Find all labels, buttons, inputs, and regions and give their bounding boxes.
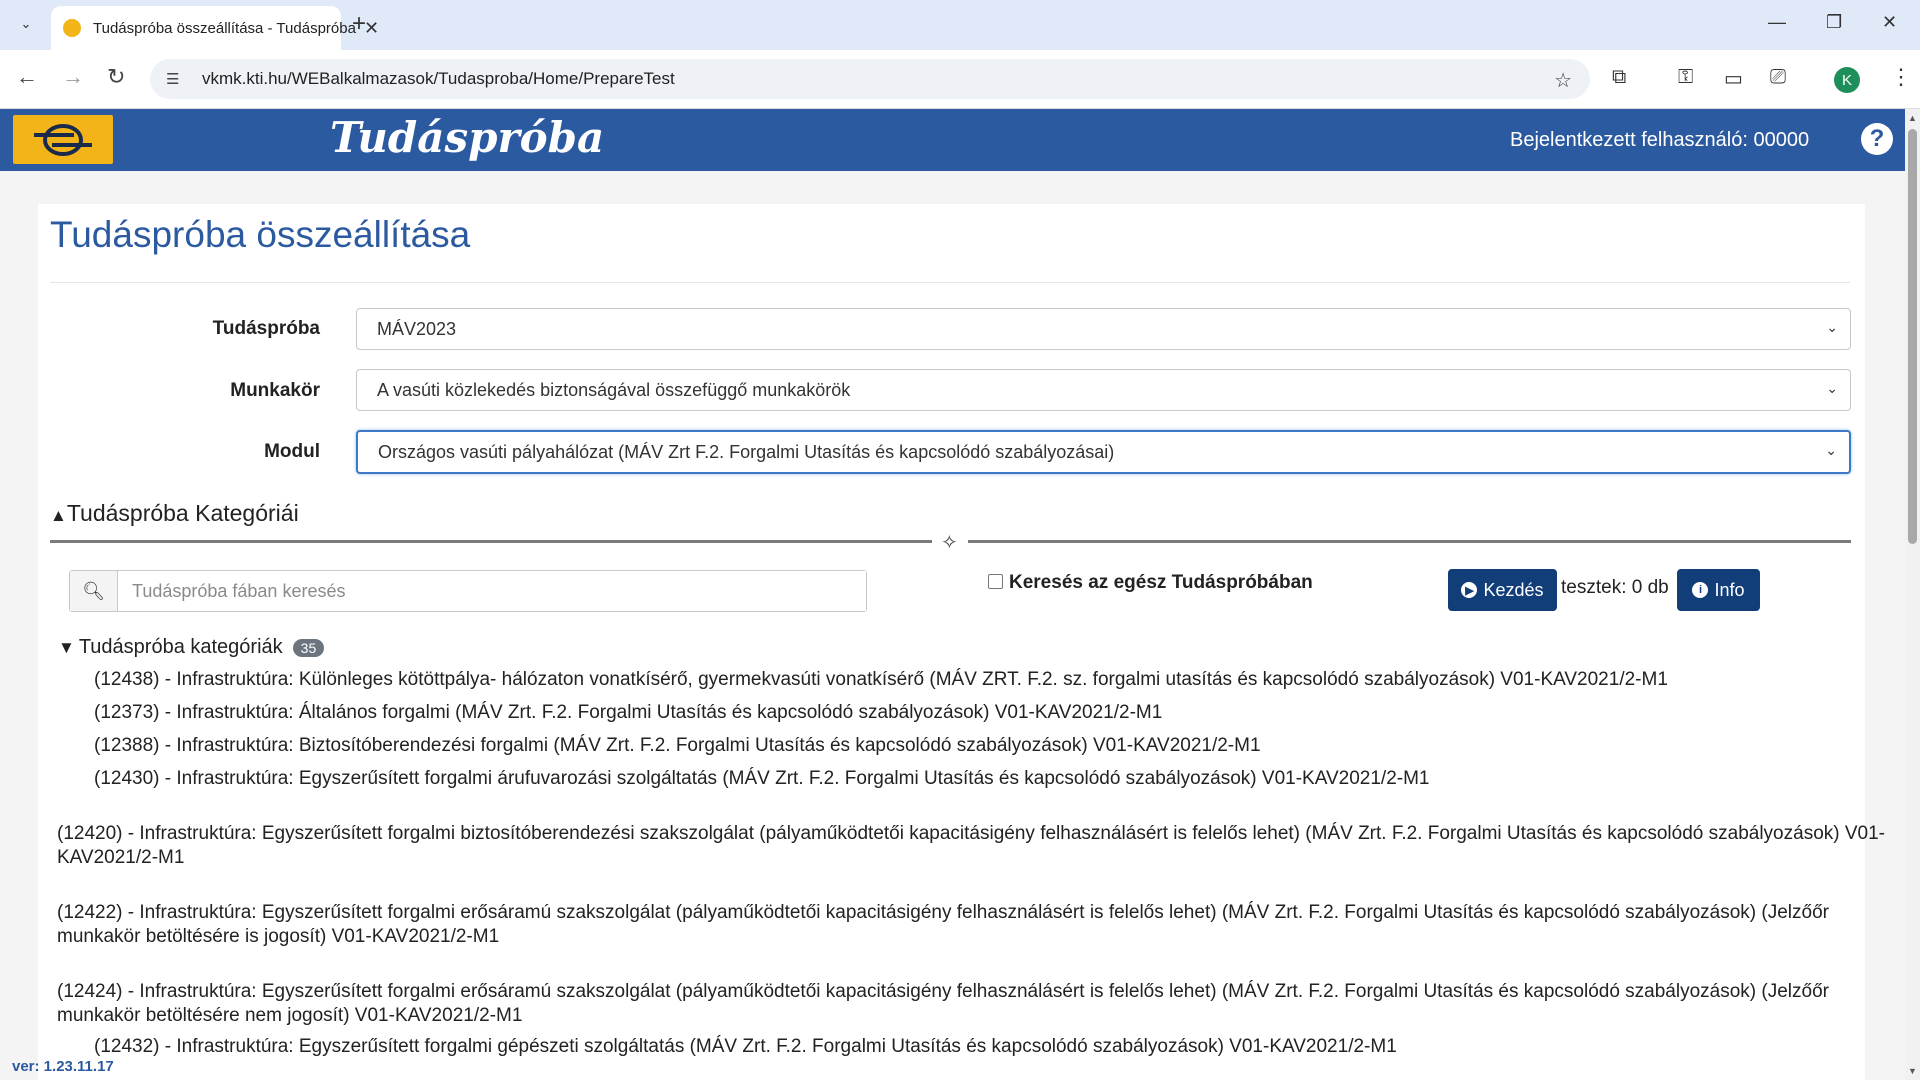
categories-title: Tudáspróba Kategóriái [66,500,299,526]
info-icon: i [1692,582,1708,598]
scrollbar-thumb[interactable] [1908,129,1917,544]
tree-item[interactable]: (12420) - Infrastruktúra: Egyszerűsített forgalmi biztosítóberendezési szakszolgálat (pályaműködtetői kapacitásigény felhasználásért is felelős lehet) (MÁV Zrt. F.2. Forgalmi Utasítás és kapcsolódó szabályozások) V01-KAV2021/2-M1 [57,823,1885,868]
play-icon: ▶ [1461,582,1477,598]
reload-icon[interactable]: ↻ [107,64,126,89]
scroll-down-icon[interactable]: ▼ [1908,1066,1917,1076]
scroll-up-icon[interactable]: ▲ [1908,113,1917,123]
info-button[interactable] [1677,569,1760,611]
password-key-icon[interactable]: ⚿ [1678,66,1694,88]
tests-count: tesztek: 0 db [1561,577,1669,598]
browser-menu-icon[interactable]: ⋮ [1890,64,1912,89]
new-tab-button[interactable]: + [352,10,367,37]
tree-item[interactable]: (12422) - Infrastruktúra: Egyszerűsített forgalmi erősáramú szakszolgálat (pályaműködtetői kapacitásigény felhasználásért is felelős lehet) (MÁV Zrt. F.2. Forgalmi Utasítás és kapcsolódó szabályozások) (Jelzőőr munkakör betöltésére is jogosít) V01-KAV2021/2-M1 [57,902,1829,947]
browser-tab[interactable] [51,6,380,50]
browser-toolbar [0,50,1920,109]
url-text: vkmk.kti.hu/WEBalkalmazasok/Tudasproba/Home/PrepareTest [202,69,675,88]
splitter-handle-icon[interactable]: ✧ [941,532,958,554]
munkakor-select[interactable] [356,369,1851,411]
tree-search [69,570,867,612]
app-title: Tudáspróba [330,113,605,162]
tudasproba-value: MÁV2023 [377,318,457,339]
title-divider [50,282,1850,283]
tree-root-label: Tudáspróba kategóriák [78,636,283,658]
modul-label: Modul [264,441,320,462]
help-icon[interactable]: ? [1861,123,1893,155]
tree-item[interactable]: (12373) - Infrastruktúra: Általános forgalmi (MÁV Zrt. F.2. Forgalmi Utasítás és kapcsolódó szabályozások) V01-KAV2021/2-M1 [94,702,1163,723]
bookmark-star-icon[interactable]: ☆ [1554,70,1572,92]
munkakor-value: A vasúti közlekedés biztonságával összefüggő munkakörök [377,379,851,400]
search-whole-label[interactable]: Keresés az egész Tudáspróbában [1009,572,1313,593]
splitter-line-left [50,540,932,543]
close-tab-icon[interactable]: ✕ [363,17,380,38]
start-button[interactable] [1448,569,1557,611]
tree-root[interactable] [58,636,324,659]
site-settings-icon[interactable]: ☰ [166,71,180,88]
search-whole-checkbox[interactable] [988,574,1003,589]
favicon-icon [63,19,81,37]
app-header [0,109,1905,171]
tree-item[interactable]: (12432) - Infrastruktúra: Egyszerűsített forgalmi gépészeti szolgáltatás (MÁV Zrt. F.2. Forgalmi Utasítás és kapcsolódó szabályozások) V01-KAV2021/2-M1 [94,1036,1397,1057]
splitter-line-right [968,540,1851,543]
expand-triangle-icon: ▼ [58,637,75,657]
chevron-down-icon: ⌄ [1826,319,1838,335]
munkakor-label: Munkakör [230,380,320,401]
browser-tab-bar [0,0,1920,50]
address-bar[interactable] [150,59,1590,99]
tree-item[interactable]: (12424) - Infrastruktúra: Egyszerűsített forgalmi erősáramú szakszolgálat (pályaműködtetői kapacitásigény felhasználásért is felelős lehet) (MÁV Zrt. F.2. Forgalmi Utasítás és kapcsolódó szabályozások) (Jelzőőr munkakör betöltésére nem jogosít) V01-KAV2021/2-M1 [57,981,1829,1026]
version-label: ver: 1.23.11.17 [12,1058,114,1075]
page-scrollbar[interactable] [1905,109,1920,1080]
categories-toggle[interactable] [50,500,299,527]
tree-search-input[interactable] [118,571,866,611]
chevron-down-icon: ⌄ [1826,380,1838,396]
modul-select[interactable] [356,430,1851,474]
mav-logo[interactable] [13,115,113,164]
chevron-down-icon: ⌄ [1825,442,1837,458]
tudasproba-label: Tudáspróba [212,318,320,339]
logo-icon [30,122,96,158]
minimize-button[interactable]: — [1768,12,1786,32]
profile-avatar[interactable]: K [1834,67,1860,93]
tab-list-button[interactable]: ⌄ [20,16,32,31]
collapse-triangle-icon: ▲ [50,506,67,525]
tree-item[interactable]: (12438) - Infrastruktúra: Különleges kötöttpálya- hálózaton vonatkísérő, gyermekvasúti vonatkísérő (MÁV ZRT. F.2. sz. forgalmi utasítás és kapcsolódó szabályozások) V01-KAV2021/2-M1 [94,669,1668,690]
logged-in-user: Bejelentkezett felhasználó: 00000 [1510,129,1810,151]
restore-button[interactable]: ❐ [1826,12,1843,32]
back-icon[interactable]: ← [16,64,38,89]
search-icon[interactable]: 🔍︎ [70,571,118,611]
forward-icon[interactable]: → [62,64,84,89]
payment-card-icon[interactable]: ▭ [1724,68,1743,90]
count-badge: 35 [293,639,325,657]
tudasproba-select[interactable] [356,308,1851,350]
extensions-icon[interactable]: ⧉ [1612,66,1627,88]
info-label: Info [1714,579,1745,600]
tab-title: Tudáspróba összeállítása - Tudáspróba [93,19,356,37]
start-label: Kezdés [1483,579,1544,600]
cast-icon[interactable]: ⎚ [1770,66,1786,88]
modul-value: Országos vasúti pályahálózat (MÁV Zrt F.2. Forgalmi Utasítás és kapcsolódó szabályozásai) [378,441,1115,462]
tree-item[interactable]: (12388) - Infrastruktúra: Biztosítóberendezési forgalmi (MÁV Zrt. F.2. Forgalmi Utasítás és kapcsolódó szabályozások) V01-KAV2021/2-M1 [94,735,1261,756]
tree-item[interactable]: (12430) - Infrastruktúra: Egyszerűsített forgalmi árufuvarozási szolgáltatás (MÁV Zrt. F.2. Forgalmi Utasítás és kapcsolódó szabályozások) V01-KAV2021/2-M1 [94,768,1430,789]
page-title: Tudáspróba összeállítása [50,214,471,255]
close-window-button[interactable]: ✕ [1882,12,1898,32]
